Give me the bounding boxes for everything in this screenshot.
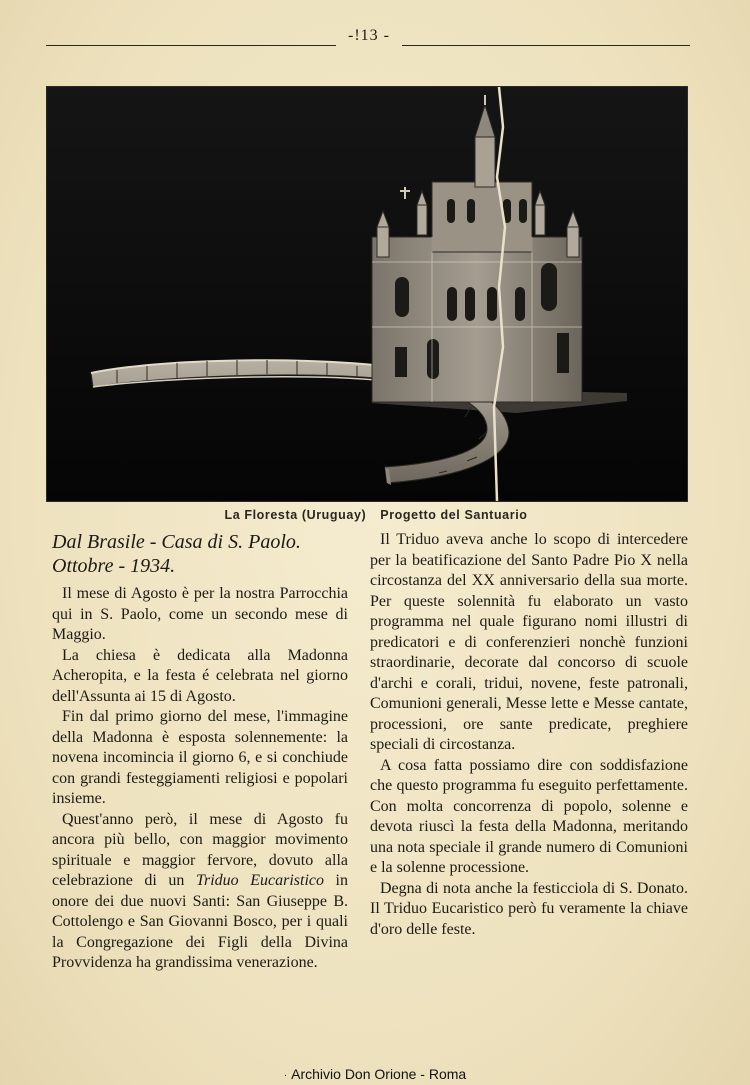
right-paragraph-1: Il Triduo aveva anche lo scopo di intercedere per la beatificazione del Santo Padre Pio X nella circostanza del XX anniversario della sua morte. Per queste solennità fu elaborato un vasto programma nel quale figurano nomi illustri di predicatori e di conferenzieri nonchè funzioni straordinarie, decorate dal concorso di scuole d'archi e corali, tridui, novene, feste patronali, Comunioni generali, Messe lette e Messe cantate, processioni, ore sante predicate, preghiere speciali di circostanza. xyxy=(370,531,688,753)
footer-text: Archivio Don Orione - Roma xyxy=(291,1066,467,1082)
header-rule-left xyxy=(46,45,336,46)
caption-title: Progetto del Santuario xyxy=(380,508,528,522)
left-paragraph-1: Il mese di Agosto è per la nostra Parrocchia qui in S. Paolo, come un secondo mese di Maggio. xyxy=(52,585,348,643)
left-column xyxy=(52,530,348,974)
left-paragraph-2: La chiesa è dedicata alla Madonna Acheropita, e la festa é celebrata nel giorno dell'Assunta ai 15 di Agosto. xyxy=(52,646,348,705)
heading-line-1: Dal Brasile - Casa di S. Paolo. xyxy=(52,531,301,553)
left-paragraph-3: Fin dal primo giorno del mese, l'immagine della Madonna è esposta solennemente: la novena incomincia il giorno 6, e si conchiude con grandi festeggiamenti religiosi e popolari insieme. xyxy=(52,708,348,807)
sanctuary-model-photo xyxy=(46,86,688,502)
header-rule-right xyxy=(402,45,690,46)
photo-caption xyxy=(46,508,706,522)
left-paragraph-4 xyxy=(52,810,348,974)
left-paragraph-4-italic: Triduo Eucaristico xyxy=(195,872,324,889)
article-heading xyxy=(52,530,348,578)
caption-location: La Floresta (Uruguay) xyxy=(224,508,367,522)
left-paragraph-4-end: in onore dei due nuovi Santi: San Giuseppe B. Cottolengo e San Giovanni Bosco, per i quali la Congregazione dei Figli della Divina Provvidenza ha grandissima venerazione. xyxy=(52,872,348,971)
right-paragraph-3: Degna di nota anche la festicciola di S. Donato. Il Triduo Eucaristico però fu veramente la chiave d'oro delle feste. xyxy=(370,879,688,938)
right-paragraph-2: A cosa fatta possiamo dire con soddisfazione che questo programma fu eseguito perfettamente. Con molta concorrenza di popolo, solenne e devota riuscì la festa della Madonna, meritando una nota speciale il grande numero di Comunioni e la solenne processione. xyxy=(370,756,688,876)
left-paragraph-4-start: Quest'anno però, il mese di Agosto fu ancora più bello, con maggior movimento spirituale e maggior fervore, dovuto alla celebrazione di un xyxy=(52,810,348,889)
archive-footer xyxy=(0,1066,750,1082)
sanctuary-model-illustration xyxy=(47,87,687,501)
right-column xyxy=(370,530,688,940)
footer-dot-icon: · xyxy=(283,1069,288,1081)
page-number: -!13 - xyxy=(348,27,390,44)
heading-line-2: Ottobre - 1934. xyxy=(52,555,176,577)
